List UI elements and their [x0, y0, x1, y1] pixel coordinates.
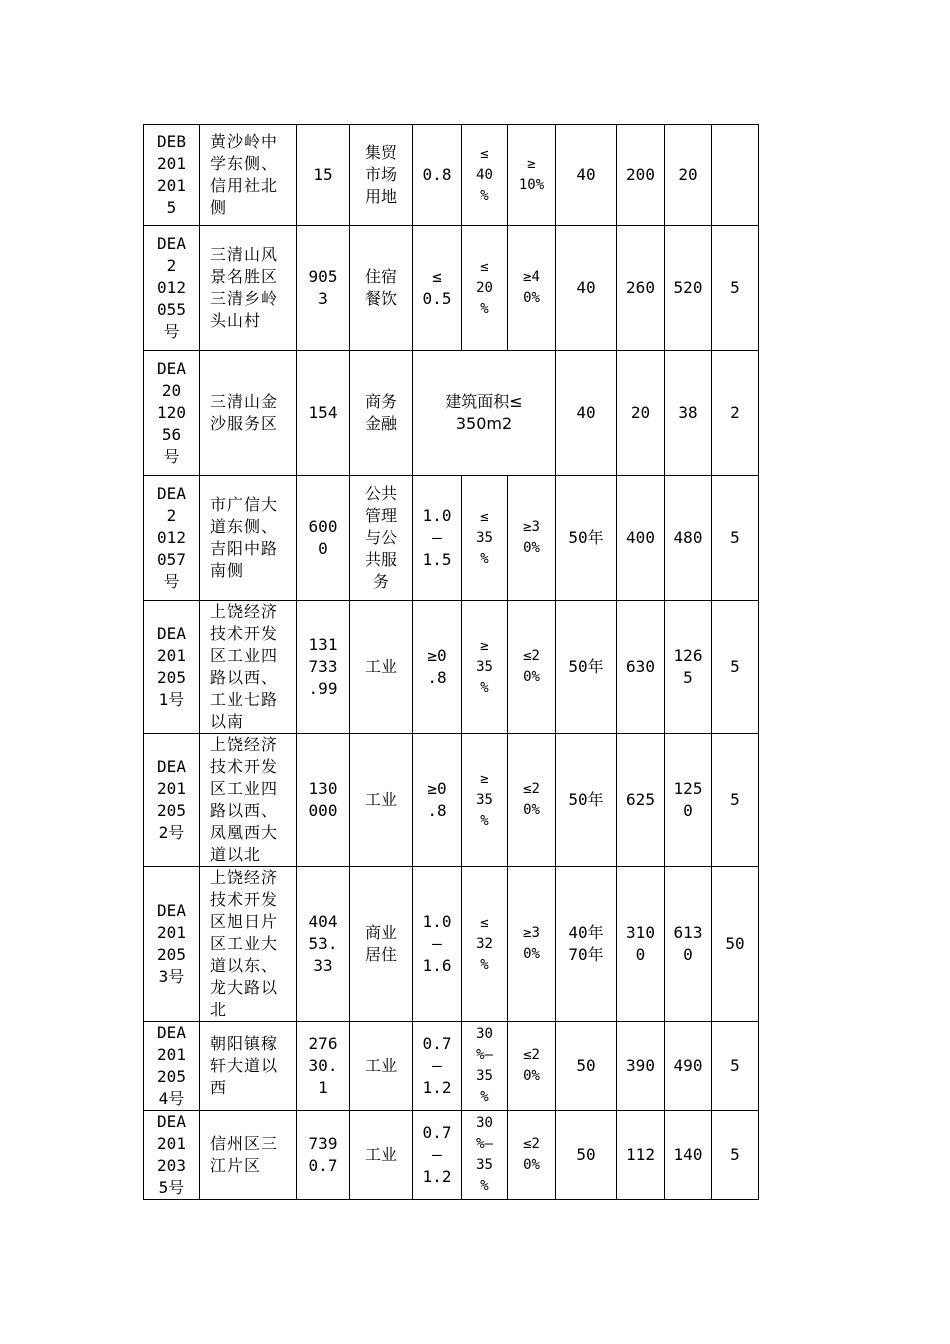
value-col-3: [712, 351, 759, 476]
cell-text: 630: [626, 657, 655, 676]
cell-text: 140: [673, 1145, 703, 1164]
cell-text: 126 5: [673, 646, 703, 687]
lease-years: [556, 1111, 617, 1200]
floor-area-ratio: [413, 1111, 462, 1200]
cell-text: 40年 70年: [568, 923, 604, 964]
land-area: [297, 476, 350, 601]
parcel-code: [144, 125, 200, 226]
table-row: [144, 351, 759, 476]
value-col-2: [665, 125, 712, 226]
cell-text: DEA 201 203 5号: [157, 1112, 186, 1197]
green-ratio: [508, 125, 556, 226]
land-use: [350, 226, 413, 351]
value-col-1: [617, 734, 665, 867]
building-density: [462, 601, 508, 734]
cell-text: 0.8: [422, 165, 452, 184]
cell-text: 50年: [568, 657, 604, 676]
land-area: [297, 351, 350, 476]
cell-text: DEA 201 205 4号: [157, 1023, 186, 1108]
cell-text: 商业 居住: [364, 923, 397, 964]
land-use: [350, 867, 413, 1022]
cell-text: 商务 金融: [364, 392, 397, 433]
building-density: [462, 1111, 508, 1200]
lease-years: [556, 351, 617, 476]
cell-text: 建筑面积≤ 350m2: [445, 392, 523, 433]
cell-text: 15: [313, 165, 333, 184]
cell-text: 276 30. 1: [308, 1034, 338, 1097]
cell-text: 30 %— 35 %: [476, 1115, 493, 1194]
value-col-2: [665, 867, 712, 1022]
cell-text: ≤2 0%: [523, 1136, 540, 1173]
value-col-3: [712, 476, 759, 601]
parcel-code: [144, 1022, 200, 1111]
cell-text: 5: [730, 1145, 740, 1164]
table-row: [144, 1111, 759, 1200]
cell-text: 50: [725, 934, 745, 953]
cell-text: 125 0: [673, 779, 703, 820]
floor-area-ratio: [413, 1022, 462, 1111]
green-ratio: [508, 734, 556, 867]
value-col-1: [617, 351, 665, 476]
parcel-code: [144, 351, 200, 476]
lease-years: [556, 125, 617, 226]
cell-text: ≤ 32 %: [476, 914, 493, 973]
lease-years: [556, 734, 617, 867]
cell-text: 5: [730, 657, 740, 676]
cell-text: 739 0.7: [308, 1134, 338, 1175]
building-density: [462, 226, 508, 351]
cell-text: ≤2 0%: [523, 648, 540, 685]
cell-text: 5: [730, 278, 740, 297]
green-ratio: [508, 867, 556, 1022]
cell-text: ≥ 10%: [518, 156, 545, 193]
cell-text: 公共 管理 与公 共服 务: [364, 484, 397, 591]
cell-text: 260: [626, 278, 655, 297]
value-col-2: [665, 601, 712, 734]
green-ratio: [508, 1022, 556, 1111]
cell-text: 20: [678, 165, 698, 184]
green-ratio: [508, 226, 556, 351]
land-area: [297, 734, 350, 867]
cell-text: ≥ 35 %: [476, 770, 493, 829]
cell-text: 上饶经济 技术开发 区旭日片 区工业大 道以东、 龙大路以 北: [210, 868, 279, 1019]
cell-text: DEA 2 012 055 号: [157, 234, 186, 341]
parcel-location: [200, 1111, 297, 1200]
cell-text: 38: [678, 403, 698, 422]
floor-area-ratio: [413, 734, 462, 867]
lease-years: [556, 867, 617, 1022]
land-area: [297, 226, 350, 351]
table-body: [144, 125, 759, 1200]
value-col-2: [665, 1111, 712, 1200]
cell-text: 600 0: [308, 517, 338, 558]
land-area: [297, 1111, 350, 1200]
lease-years: [556, 1022, 617, 1111]
floor-area-ratio: [413, 476, 462, 601]
value-col-3: [712, 734, 759, 867]
green-ratio: [508, 476, 556, 601]
building-density: [462, 867, 508, 1022]
parcel-location: [200, 351, 297, 476]
land-parcel-table: [143, 124, 759, 1200]
cell-text: 520: [673, 278, 703, 297]
value-col-1: [617, 226, 665, 351]
land-use: [350, 1022, 413, 1111]
building-density: [462, 125, 508, 226]
cell-text: 154: [308, 403, 338, 422]
cell-text: 朝阳镇稼 轩大道以 西: [210, 1034, 279, 1097]
cell-text: ≤2 0%: [523, 781, 540, 818]
land-use: [350, 1111, 413, 1200]
cell-text: 50年: [568, 528, 604, 547]
cell-text: 50: [576, 1056, 596, 1075]
parcel-code: [144, 867, 200, 1022]
cell-text: 400: [626, 528, 655, 547]
cell-text: ≥3 0%: [523, 519, 540, 556]
cell-text: DEA 201 205 1号: [157, 624, 186, 709]
cell-text: 50年: [568, 790, 604, 809]
parcel-code: [144, 476, 200, 601]
value-col-3: [712, 1111, 759, 1200]
land-area: [297, 1022, 350, 1111]
cell-text: 上饶经济 技术开发 区工业四 路以西、 工业七路 以南: [210, 602, 279, 731]
cell-text: 130 000: [308, 779, 338, 820]
cell-text: 工业: [364, 657, 397, 676]
cell-text: ≤ 40 %: [476, 145, 493, 204]
cell-text: 2: [730, 403, 740, 422]
table-row: [144, 125, 759, 226]
cell-text: DEA 201 205 3号: [157, 901, 186, 986]
cell-text: 310 0: [626, 923, 655, 964]
value-col-2: [665, 1022, 712, 1111]
green-ratio: [508, 1111, 556, 1200]
value-col-2: [665, 734, 712, 867]
value-col-3: [712, 125, 759, 226]
cell-text: 工业: [364, 1145, 397, 1164]
cell-text: ≥0 .8: [427, 646, 447, 687]
cell-text: 三清山金 沙服务区: [210, 392, 279, 433]
table-row: [144, 867, 759, 1022]
cell-text: 480: [673, 528, 703, 547]
cell-text: 613 0: [673, 923, 703, 964]
cell-text: 40: [576, 165, 596, 184]
parcel-location: [200, 125, 297, 226]
value-col-1: [617, 601, 665, 734]
building-density: [462, 1022, 508, 1111]
cell-text: 三清山风 景名胜区 三清乡岭 头山村: [210, 245, 279, 330]
cell-text: 0.7 — 1.2: [422, 1034, 452, 1097]
land-area: [297, 601, 350, 734]
cell-text: 30 %— 35 %: [476, 1026, 493, 1105]
cell-text: 131 733 .99: [308, 635, 338, 698]
value-col-2: [665, 226, 712, 351]
parcel-location: [200, 867, 297, 1022]
cell-text: 市广信大 道东侧、 吉阳中路 南侧: [210, 495, 279, 580]
cell-text: DEA 201 205 2号: [157, 757, 186, 842]
table-row: [144, 734, 759, 867]
cell-text: 625: [626, 790, 655, 809]
parcel-location: [200, 601, 297, 734]
cell-text: ≥3 0%: [523, 925, 540, 962]
cell-text: 住宿 餐饮: [364, 267, 397, 308]
cell-text: ≤ 20 %: [476, 258, 493, 317]
cell-text: ≥4 0%: [523, 269, 540, 306]
cell-text: 上饶经济 技术开发 区工业四 路以西、 凤凰西大 道以北: [210, 735, 279, 864]
value-col-2: [665, 351, 712, 476]
value-col-1: [617, 125, 665, 226]
merged-constraint-cell: [413, 351, 556, 476]
lease-years: [556, 226, 617, 351]
land-use: [350, 125, 413, 226]
value-col-3: [712, 1022, 759, 1111]
cell-text: 112: [626, 1145, 655, 1164]
building-density: [462, 476, 508, 601]
land-use: [350, 351, 413, 476]
land-use: [350, 734, 413, 867]
cell-text: ≥0 .8: [427, 779, 447, 820]
value-col-3: [712, 226, 759, 351]
parcel-location: [200, 226, 297, 351]
cell-text: DEB 201 201 5: [157, 132, 186, 217]
cell-text: 黄沙岭中 学东侧、 信用社北 侧: [210, 132, 279, 217]
table-row: [144, 1022, 759, 1111]
cell-text: 1.0 — 1.6: [422, 912, 452, 975]
cell-text: 信州区三 江片区: [210, 1134, 279, 1175]
land-area: [297, 125, 350, 226]
value-col-2: [665, 476, 712, 601]
floor-area-ratio: [413, 601, 462, 734]
cell-text: ≤2 0%: [523, 1047, 540, 1084]
parcel-location: [200, 1022, 297, 1111]
cell-text: ≤ 0.5: [422, 267, 452, 308]
value-col-1: [617, 1022, 665, 1111]
land-use: [350, 476, 413, 601]
floor-area-ratio: [413, 125, 462, 226]
parcel-location: [200, 476, 297, 601]
parcel-code: [144, 734, 200, 867]
cell-text: DEA 2 012 057 号: [157, 484, 186, 591]
value-col-3: [712, 601, 759, 734]
cell-text: 5: [730, 528, 740, 547]
cell-text: ≤ 35 %: [476, 508, 493, 567]
land-area: [297, 867, 350, 1022]
cell-text: 50: [576, 1145, 596, 1164]
building-density: [462, 734, 508, 867]
cell-text: 404 53. 33: [308, 912, 338, 975]
cell-text: 工业: [364, 1056, 397, 1075]
value-col-1: [617, 476, 665, 601]
value-col-3: [712, 867, 759, 1022]
cell-text: ≥ 35 %: [476, 637, 493, 696]
table-row: [144, 226, 759, 351]
cell-text: 200: [626, 165, 655, 184]
cell-text: 0.7 — 1.2: [422, 1123, 452, 1186]
cell-text: 40: [576, 278, 596, 297]
cell-text: 5: [730, 790, 740, 809]
cell-text: 集贸 市场 用地: [364, 143, 397, 206]
parcel-code: [144, 601, 200, 734]
parcel-location: [200, 734, 297, 867]
cell-text: 5: [730, 1056, 740, 1075]
cell-text: 490: [673, 1056, 703, 1075]
cell-text: 1.0 — 1.5: [422, 506, 452, 569]
lease-years: [556, 601, 617, 734]
value-col-1: [617, 867, 665, 1022]
cell-text: DEA 20 120 56 号: [157, 359, 186, 466]
table-row: [144, 601, 759, 734]
cell-text: 40: [576, 403, 596, 422]
lease-years: [556, 476, 617, 601]
floor-area-ratio: [413, 226, 462, 351]
value-col-1: [617, 1111, 665, 1200]
parcel-code: [144, 226, 200, 351]
floor-area-ratio: [413, 867, 462, 1022]
land-use: [350, 601, 413, 734]
green-ratio: [508, 601, 556, 734]
cell-text: 390: [626, 1056, 655, 1075]
cell-text: 20: [630, 403, 651, 422]
cell-text: 工业: [364, 790, 397, 809]
table-row: [144, 476, 759, 601]
cell-text: 905 3: [308, 267, 338, 308]
parcel-code: [144, 1111, 200, 1200]
